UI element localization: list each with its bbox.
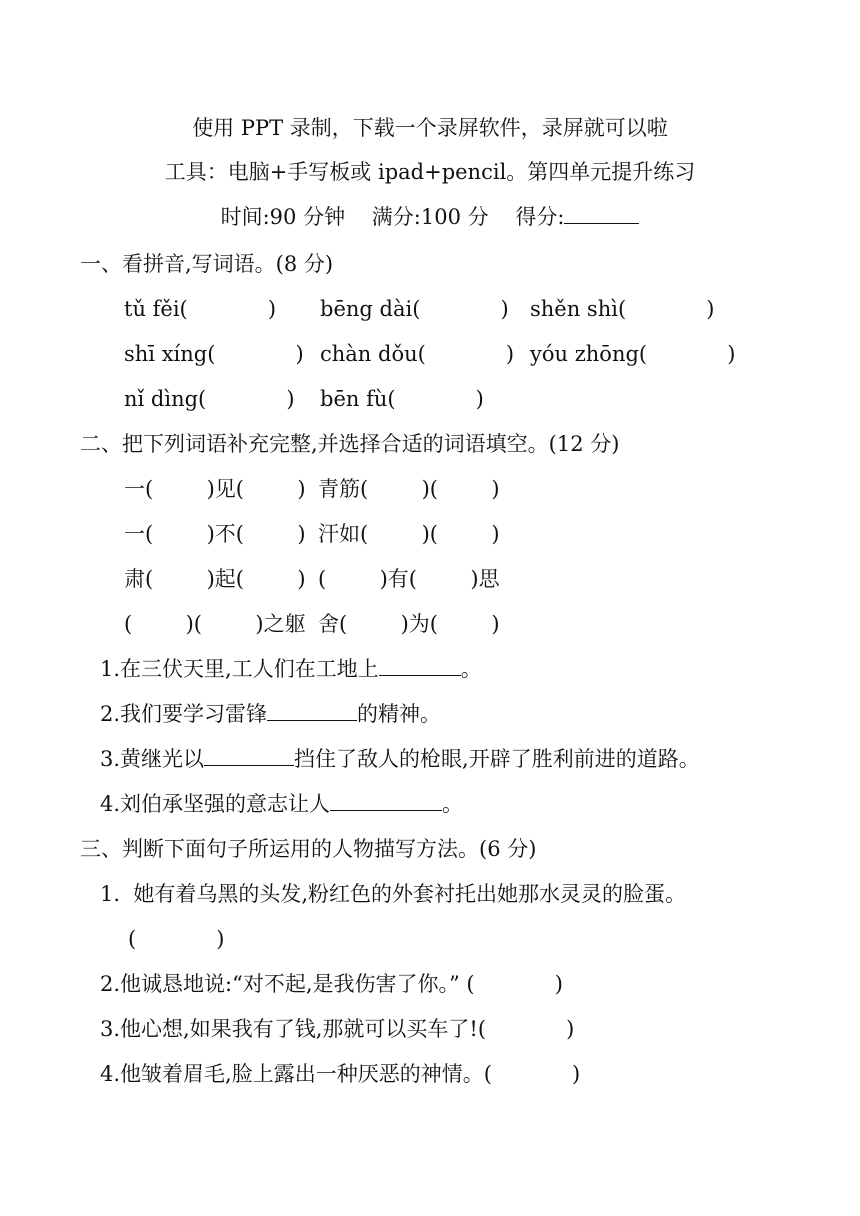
question-text: 的精神。 (357, 702, 442, 726)
idiom-item[interactable]: 一( )不( ) (124, 522, 306, 546)
question-text: 。 (442, 792, 464, 816)
pinyin-item[interactable]: bēng dài( ) (320, 297, 509, 321)
idiom-item[interactable]: ( )( )之躯 (124, 612, 306, 636)
pinyin-item[interactable]: tǔ fěi( ) (124, 297, 277, 321)
header-line-2: 工具：电脑+手写板或 ipad+pencil。第四单元提升练习 (164, 160, 696, 184)
idiom-item[interactable]: 肃( )起( ) (124, 567, 306, 591)
pinyin-row-3 (0, 385, 860, 413)
question-text: 。 (460, 657, 482, 681)
section-2-title: 二、把下列词语补充完整,并选择合适的词语填空。(12 分) (80, 432, 620, 456)
judge-question-1: 1. 她有着乌黑的头发,粉红色的外套衬托出她那水灵灵的脸蛋。 (100, 882, 687, 906)
pinyin-item[interactable]: bēn fù( ) (320, 387, 484, 411)
idiom-row-1 (0, 475, 860, 503)
fill-question-3 (100, 745, 700, 773)
pinyin-item[interactable]: yóu zhōng( ) (530, 342, 736, 366)
idiom-row-2 (0, 520, 860, 548)
pinyin-row-1 (0, 295, 860, 323)
question-text: 4.刘伯承坚强的意志让人 (100, 792, 331, 816)
question-text: 挡住了敌人的枪眼,开辟了胜利前进的道路。 (294, 747, 700, 771)
judge-answer-1[interactable]: ( ) (128, 927, 225, 951)
section-1-title: 一、看拼音,写词语。(8 分) (80, 252, 334, 276)
question-text: 1.在三伏天里,工人们在工地上 (100, 657, 379, 681)
time-label: 时间:90 分钟 (220, 205, 346, 229)
fill-question-2 (100, 700, 441, 728)
pinyin-item[interactable]: nǐ dìng( ) (124, 387, 295, 411)
fill-question-4 (100, 790, 463, 818)
idiom-item[interactable]: 青筋( )( ) (318, 477, 500, 501)
pinyin-item[interactable]: shī xíng( ) (124, 342, 304, 366)
full-score-label: 满分:100 分 (371, 205, 489, 229)
judge-question-4[interactable]: 4.他皱着眉毛,脸上露出一种厌恶的神情。( ) (100, 1062, 581, 1086)
question-text: 2.我们要学习雷锋 (100, 702, 268, 726)
pinyin-item[interactable]: chàn dǒu( ) (320, 342, 515, 366)
question-text: 3.黄继光以 (100, 747, 205, 771)
idiom-item[interactable]: 舍( )为( ) (318, 612, 500, 636)
answer-blank[interactable] (204, 745, 294, 766)
idiom-row-3 (0, 565, 860, 593)
header-line-1: 使用 PPT 录制，下载一个录屏软件，录屏就可以啦 (192, 116, 668, 140)
judge-question-2[interactable]: 2.他诚恳地说:“对不起,是我伤害了你。” ( ) (100, 972, 563, 996)
header-meta (0, 203, 860, 231)
answer-blank[interactable] (267, 700, 357, 721)
answer-blank[interactable] (330, 790, 442, 811)
idiom-item[interactable]: ( )有( )思 (318, 567, 500, 591)
section-3-title: 三、判断下面句子所运用的人物描写方法。(6 分) (80, 837, 537, 861)
pinyin-item[interactable]: shěn shì( ) (530, 297, 715, 321)
idiom-item[interactable]: 一( )见( ) (124, 477, 306, 501)
idiom-row-4 (0, 610, 860, 638)
pinyin-row-2 (0, 340, 860, 368)
judge-question-3[interactable]: 3.他心想,如果我有了钱,那就可以买车了!( ) (100, 1017, 575, 1041)
score-label: 得分: (515, 205, 565, 229)
fill-question-1 (100, 655, 482, 683)
answer-blank[interactable] (379, 655, 461, 676)
idiom-item[interactable]: 汗如( )( ) (318, 522, 500, 546)
score-blank[interactable] (564, 203, 639, 224)
